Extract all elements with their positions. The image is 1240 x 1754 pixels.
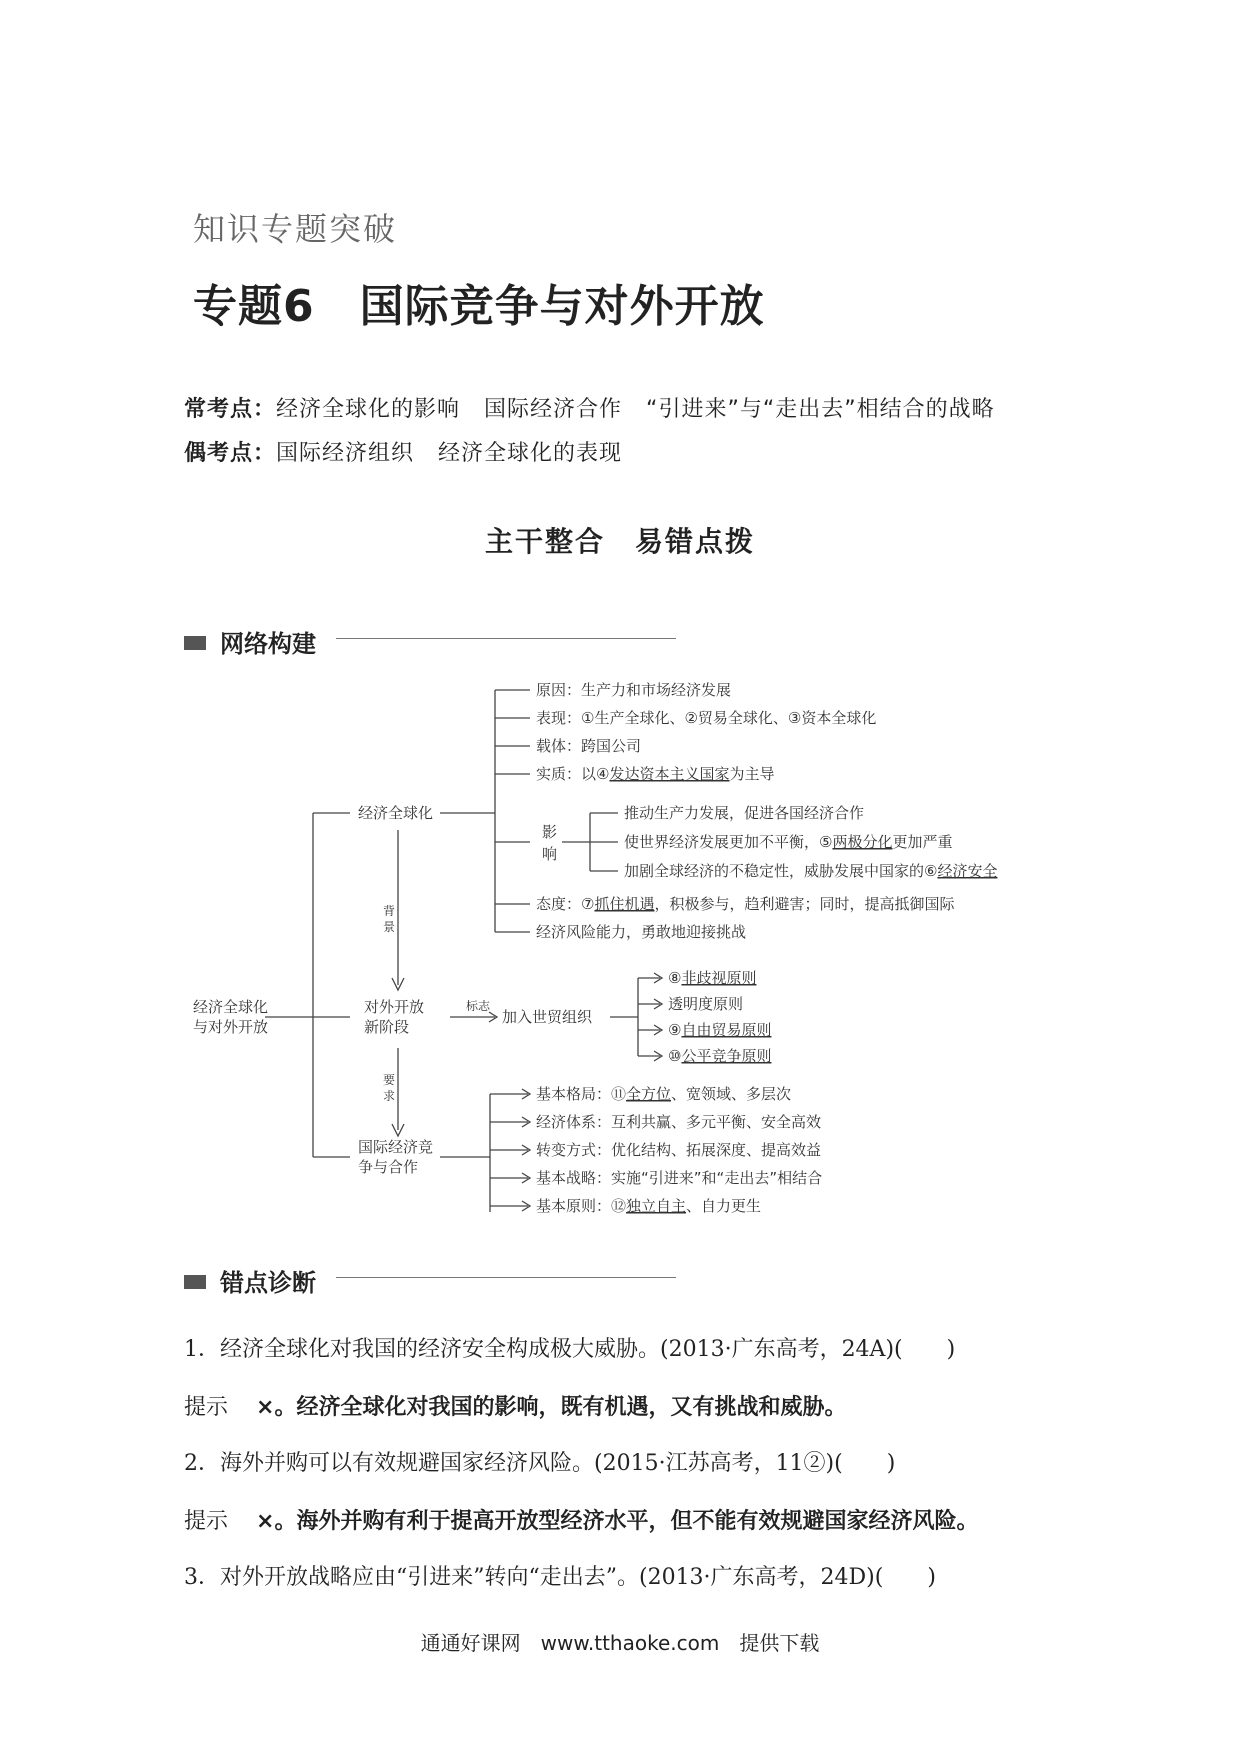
question-2: 2．海外并购可以有效规避国家经济风险。(2015·江苏高考，11②)( ) xyxy=(184,1451,896,1476)
glob-manifest: 表现：①生产全球化、②贸易全球化、③资本全球化 xyxy=(536,709,877,727)
comp-system: 经济体系：互利共赢、多元平衡、安全高效 xyxy=(536,1113,822,1131)
comp-strategy: 基本战略：实施“引进来”和“走出去”相结合 xyxy=(536,1169,823,1187)
occasional-point-item: 国际经济组织 xyxy=(276,441,415,466)
wto-principle: ⑧非歧视原则 xyxy=(668,969,757,987)
glob-impact-label-1: 影 xyxy=(542,823,558,841)
page-subtitle: 知识专题突破 xyxy=(193,210,398,248)
common-point-item: “引进来”与“走出去”相结合的战略 xyxy=(646,397,995,422)
arrow-require-label-1: 要 xyxy=(383,1073,396,1087)
hint-label: 提示 xyxy=(184,1395,229,1420)
section-errors-heading xyxy=(184,1263,316,1298)
section-network-title: 网络构建 xyxy=(220,630,316,658)
center-heading: 主干整合 易错点拨 xyxy=(484,525,755,558)
section-divider xyxy=(336,1277,676,1278)
hint-label: 提示 xyxy=(184,1509,229,1534)
common-points xyxy=(184,392,995,423)
mindmap-node-competition-2: 争与合作 xyxy=(358,1158,419,1176)
arrow-background-label-1: 背 xyxy=(383,904,396,918)
mindmap-node-competition-1: 国际经济竞 xyxy=(358,1138,434,1156)
glob-essence: 实质：以④发达资本主义国家为主导 xyxy=(536,765,775,783)
question-1: 1．经济全球化对我国的经济安全构成极大威胁。(2013·广东高考，24A)( ) xyxy=(184,1337,956,1362)
section-divider xyxy=(336,638,676,639)
occasional-points-label: 偶考点： xyxy=(184,441,277,466)
glob-attitude-2: 经济风险能力，勇敢地迎接挑战 xyxy=(536,923,747,941)
hint-text: ×。海外并购有利于提高开放型经济水平，但不能有效规避国家经济风险。 xyxy=(256,1509,979,1534)
comp-principle: 基本原则：⑫独立自主、自力更生 xyxy=(536,1197,762,1215)
section-marker xyxy=(184,636,206,650)
arrow-require-label-2: 求 xyxy=(383,1089,396,1103)
page-title: 专题6 国际竞争与对外开放 xyxy=(193,281,765,332)
mindmap-node-globalization: 经济全球化 xyxy=(358,804,434,822)
knowledge-mindmap xyxy=(0,660,1240,1240)
glob-impact-1: 推动生产力发展，促进各国经济合作 xyxy=(624,804,865,822)
common-points-label: 常考点： xyxy=(184,397,277,422)
mark-label: 标志 xyxy=(466,999,491,1013)
mindmap-node-wto: 加入世贸组织 xyxy=(502,1008,593,1026)
occasional-point-item: 经济全球化的表现 xyxy=(438,441,623,466)
glob-impact-3: 加剧全球经济的不稳定性，威胁发展中国家的⑥经济安全 xyxy=(624,862,998,880)
wto-principle: ⑩公平竞争原则 xyxy=(668,1047,772,1065)
section-marker xyxy=(184,1275,206,1289)
mindmap-node-opening-2: 新阶段 xyxy=(364,1018,410,1036)
common-point-item: 经济全球化的影响 xyxy=(276,397,461,422)
wto-principle: ⑨自由贸易原则 xyxy=(668,1021,772,1039)
mindmap-root-line1: 经济全球化 xyxy=(193,998,269,1016)
hint-1 xyxy=(184,1390,846,1421)
common-point-item: 国际经济合作 xyxy=(484,397,623,422)
comp-pattern: 基本格局：⑪全方位、宽领域、多层次 xyxy=(536,1085,792,1103)
glob-impact-2: 使世界经济发展更加不平衡，⑤两极分化更加严重 xyxy=(624,833,953,851)
arrow-background-label-2: 景 xyxy=(383,920,396,934)
wto-principle: 透明度原则 xyxy=(668,995,744,1013)
comp-transform: 转变方式：优化结构、拓展深度、提高效益 xyxy=(536,1141,822,1159)
hint-text: ×。经济全球化对我国的影响，既有机遇，又有挑战和威胁。 xyxy=(256,1395,847,1420)
footer-source: 通通好课网 www.tthaoke.com 提供下载 xyxy=(420,1631,820,1655)
mindmap-root-line2: 与对外开放 xyxy=(193,1018,269,1036)
occasional-points xyxy=(184,436,622,467)
section-network-heading xyxy=(184,624,316,659)
mindmap-node-opening-1: 对外开放 xyxy=(364,998,425,1016)
glob-cause: 原因：生产力和市场经济发展 xyxy=(536,681,732,699)
hint-2 xyxy=(184,1504,978,1535)
glob-attitude-1: 态度：⑦抓住机遇，积极参与，趋利避害；同时，提高抵御国际 xyxy=(536,895,955,913)
section-errors-title: 错点诊断 xyxy=(220,1269,316,1297)
glob-carrier: 载体：跨国公司 xyxy=(536,737,642,755)
glob-impact-label-2: 响 xyxy=(542,845,558,863)
question-3: 3．对外开放战略应由“引进来”转向“走出去”。(2013·广东高考，24D)( ) xyxy=(184,1565,936,1590)
